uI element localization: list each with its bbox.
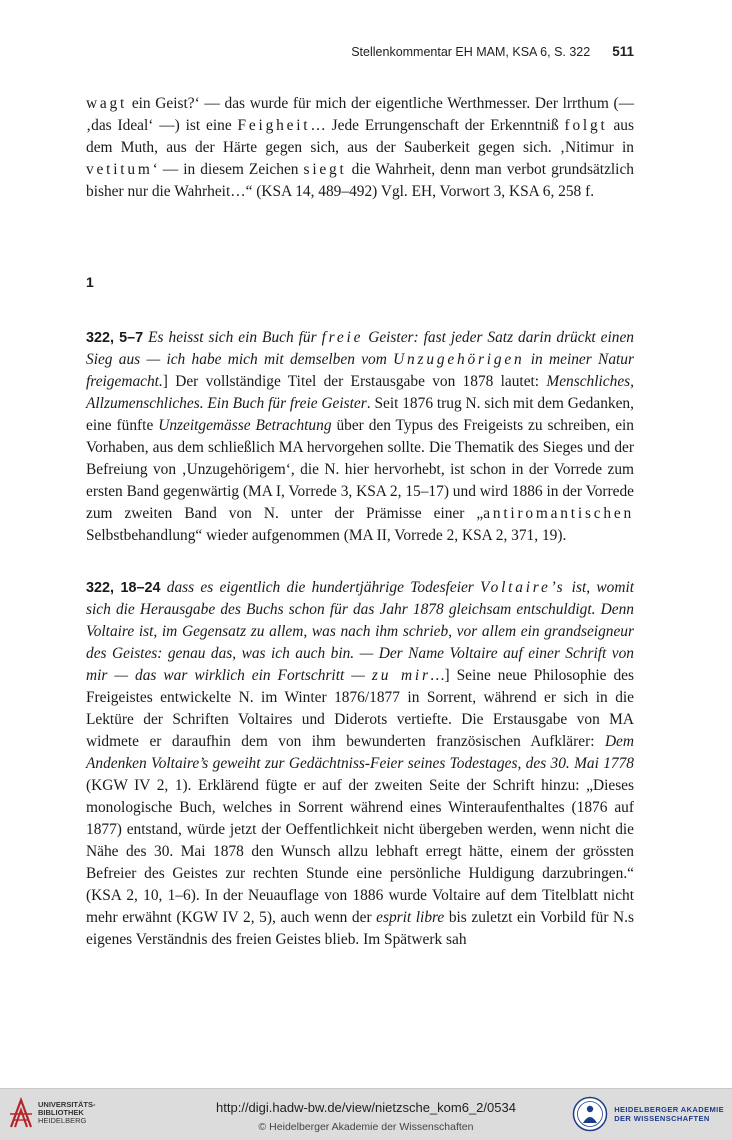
commentary-entry: [86, 327, 634, 547]
text-run: ] Seine neue Philosophie des Freigeistes entwickelte N. im Winter 1876/1877 in Sorrent, während er sich in die Lektüre der Schriften Voltaires und Diderots vertiefte. Die Erstausgabe von MA widmete er daraufhin dem von ihm bewunderten französischen Aufklärer:: [86, 667, 634, 750]
spaced-word: siegt: [303, 161, 347, 178]
spaced-word: vetitum: [86, 161, 153, 178]
spaced-word: wagt: [86, 95, 128, 112]
logo-line: DER WISSENSCHAFTEN: [614, 1114, 710, 1123]
text-run: … Jede Errungenschaft der Erkenntniß: [310, 117, 565, 134]
text-run: ‘ — in diesem Zeichen: [152, 161, 304, 178]
spaced-word: Unzugehörigen: [393, 351, 525, 368]
lemma-run: dass es eigentlich die hundertjährige Todesfeier: [160, 579, 481, 596]
footer-bar: [0, 1088, 732, 1140]
copyright-notice: © Heidelberger Akademie der Wissenschaften: [258, 1121, 474, 1133]
academy-seal-icon: [572, 1096, 608, 1132]
text-run: ein Geist?‘ — das wurde für mich der eigentliche Werthmesser. Der lrrthum (— ‚das Ideal‘ —) ist eine: [86, 95, 634, 134]
foreign-term: esprit libre: [376, 909, 445, 926]
intro-paragraph: [86, 93, 634, 203]
book-title: Unzeitgemässe Betrachtung: [158, 417, 332, 434]
logo-line: HEIDELBERG: [38, 1116, 87, 1125]
logo-line: BIBLIOTHEK: [38, 1108, 84, 1117]
academy-logo[interactable]: [572, 1096, 724, 1132]
text-run: über den Typus des Freigeists zu schreiben, ein Vorhaben, aus dem schließlich MA hervorgehen sollte. Die Thematik des Sieges und der Befreiung von ‚Unzugehörigem‘, die N. hier hervorhebt, ist schon in der Vorrede zum ersten Band gegenwärtig (MA I, Vorrede 3, KSA 2, 15–17) und wird 1886 in der Vorrede zum zweiten Band von N. unter der Prämisse einer „: [86, 417, 635, 522]
spaced-word: zu mir: [371, 667, 431, 684]
text-run: . Seit 1876 trug N. sich mit dem Gedanken, eine fünfte: [86, 395, 634, 434]
academy-logo-text: [614, 1105, 724, 1123]
text-run: die Wahrheit, denn man verbot grundsätzlich bisher nur die Wahrheit…“ (KSA 14, 489–492) Vgl. EH, Vorwort 3, KSA 6, 258 f.: [86, 161, 634, 200]
text-run: ] Der vollständige Titel der Erstausgabe von 1878 lautet:: [162, 373, 547, 390]
running-title: Stellenkommentar EH MAM, KSA 6, S. 322: [351, 45, 591, 59]
logo-line: HEIDELBERGER AKADEMIE: [614, 1105, 724, 1114]
entry-reference: 322, 18–24: [86, 580, 161, 596]
lemma-run: …: [430, 667, 445, 684]
page-number: 511: [612, 44, 634, 59]
spaced-word: folgt: [564, 117, 608, 134]
lemma-run: ist, womit sich die Herausgabe des Buchs schon für das Jahr 1878 gleichsam entschuldigt. Denn Voltaire ist, im Gegensatz zu allem, was nach ihm schrieb, vor allem ein grandseigneur des Geistes: genau das, was ich auch bin. — Der Name Voltaire auf einer Schrift von mir — das war wirklich ein Fortschritt —: [86, 579, 634, 684]
lemma-run: in meiner Natur freigemacht.: [86, 351, 634, 390]
spaced-word: Feigheit: [237, 117, 311, 134]
dedication-title: Dem Andenken Voltaire’s geweiht zur Gedächtniss-Feier seines Todestages, des 30. Mai 1778: [86, 733, 634, 772]
entry-reference: 322, 5–7: [86, 330, 144, 346]
lemma-run: Geister: fast jeder Satz darin drückt einen Sieg aus — ich habe mich mit demselben vom: [86, 329, 634, 368]
spaced-word: Voltaire’s: [480, 579, 566, 596]
text-run: bis zuletzt ein Vorbild für N.s eigenes Verständnis des freien Geistes blieb. Im Spätwerk sah: [86, 909, 634, 948]
spaced-word: antiromantischen: [483, 505, 634, 522]
commentary-entry: [86, 577, 634, 951]
section-number: 1: [86, 274, 94, 290]
source-url-link[interactable]: http://digi.hadw-bw.de/view/nietzsche_kom6_2/0534: [216, 1100, 516, 1115]
spaced-word: freie: [321, 329, 364, 346]
text-run: (KGW IV 2, 1). Erklärend fügte er auf der zweiten Seite der Schrift hinzu: „Dieses monologische Buch, welches in Sorrent während eines Winteraufenthaltes (1876 auf 1877) entstand, würde jetzt der Oeffentlichkeit nicht übergeben werden, wenn nicht die Nähe des 30. Mai 1878 den Wunsch allzu lebhaft erregt hätte, einem der grössten Befreier des Geistes zur rechten Stunde eine persönliche Huldigung darzubringen.“ (KSA 2, 10, 1–6). In der Neuauflage von 1886 wurde Voltaire auf dem Titelblatt nicht mehr erwähnt (KGW IV 2, 5), auch wenn der: [86, 777, 634, 926]
logo-line: UNIVERSITÄTS-: [38, 1100, 96, 1109]
lemma-run: Es heisst sich ein Buch für: [143, 329, 322, 346]
text-run: aus dem Muth, aus der Härte gegen sich, aus der Sauberkeit gegen sich. ‚Nitimur in: [86, 117, 634, 156]
book-title: Menschliches, Allzumenschliches. Ein Buch für freie Geister: [86, 373, 634, 412]
text-run: Selbstbehandlung“ wieder aufgenommen (MA II, Vorrede 2, KSA 2, 371, 19).: [86, 527, 567, 544]
running-head: [86, 44, 634, 59]
